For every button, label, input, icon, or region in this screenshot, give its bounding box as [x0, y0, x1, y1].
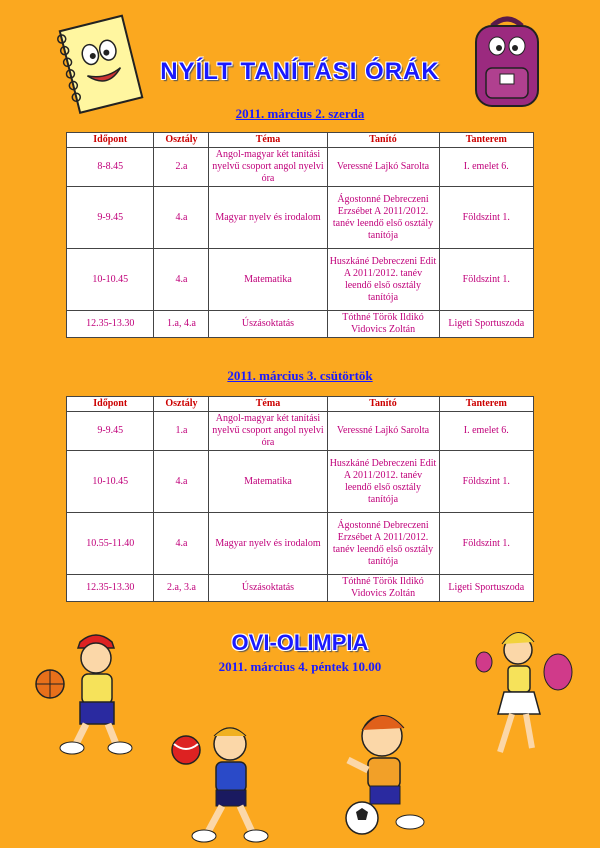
column-header: Téma [209, 133, 327, 148]
table-cell: Huszkáné Debreczeni Edit A 2011/2012. tanév leendő első osztály tanítója [327, 249, 439, 311]
table-cell: Magyar nyelv és irodalom [209, 513, 327, 575]
schedule-table-day2 [66, 396, 534, 602]
date-heading-day1: 2011. március 2. szerda [235, 106, 365, 121]
table-row [67, 249, 534, 311]
table-row [67, 451, 534, 513]
table-header-row [67, 133, 534, 148]
table-cell: 2.a, 3.a [154, 575, 209, 602]
table-cell: 10-10.45 [67, 451, 154, 513]
table-cell: Magyar nyelv és irodalom [209, 187, 327, 249]
table-cell: 12.35-13.30 [67, 311, 154, 338]
table-cell: 4.a [154, 513, 209, 575]
column-header: Téma [209, 397, 327, 412]
column-header: Tanító [327, 133, 439, 148]
schedule-table-day1 [66, 132, 534, 338]
table-cell: 8-8.45 [67, 148, 154, 187]
table-cell: 9-9.45 [67, 412, 154, 451]
table-cell: Úszásoktatás [209, 311, 327, 338]
table-cell: Ágostonné Debreczeni Erzsébet A 2011/2012. tanév leendő első osztály tanítója [327, 187, 439, 249]
table-cell: 4.a [154, 451, 209, 513]
basketball-kid-icon [30, 622, 140, 762]
column-header: Tanterem [439, 397, 533, 412]
table-cell: Matematika [209, 451, 327, 513]
table-header-row [67, 397, 534, 412]
table-cell: 4.a [154, 187, 209, 249]
date-heading-day2: 2011. március 3. csütörtök [227, 368, 373, 383]
table-cell: 10.55-11.40 [67, 513, 154, 575]
column-header: Időpont [67, 397, 154, 412]
table-cell: Földszint 1. [439, 187, 533, 249]
table-row [67, 311, 534, 338]
table-cell: I. emelet 6. [439, 148, 533, 187]
column-header: Osztály [154, 133, 209, 148]
table-cell: 10-10.45 [67, 249, 154, 311]
table-cell: Földszint 1. [439, 513, 533, 575]
page-title: NYÍLT TANÍTÁSI ÓRÁK [160, 58, 440, 85]
table-cell: Tóthné Török Ildikó Vidovics Zoltán [327, 311, 439, 338]
table-cell: 12.35-13.30 [67, 575, 154, 602]
table-cell: Angol-magyar két tanítási nyelvű csoport angol nyelvi óra [209, 412, 327, 451]
table-row [67, 148, 534, 187]
column-header: Osztály [154, 397, 209, 412]
table-cell: Földszint 1. [439, 451, 533, 513]
soccer-boy-icon [330, 700, 440, 846]
table-cell: I. emelet 6. [439, 412, 533, 451]
olympics-date: 2011. március 4. péntek 10.00 [218, 659, 382, 674]
table-row [67, 412, 534, 451]
table-cell: Veressné Lajkó Sarolta [327, 412, 439, 451]
column-header: Tanterem [439, 133, 533, 148]
table-cell: Földszint 1. [439, 249, 533, 311]
table-cell: Tóthné Török Ildikó Vidovics Zoltán [327, 575, 439, 602]
table-row [67, 513, 534, 575]
column-header: Tanító [327, 397, 439, 412]
table-cell: Ágostonné Debreczeni Erzsébet A 2011/2012. tanév leendő első osztály tanítója [327, 513, 439, 575]
olympics-title: OVI-OLIMPIA [231, 630, 369, 655]
table-cell: Matematika [209, 249, 327, 311]
cheerleader-girl-icon [470, 622, 580, 782]
table-cell: Veressné Lajkó Sarolta [327, 148, 439, 187]
table-cell: 1.a, 4.a [154, 311, 209, 338]
table-cell: Huszkáné Debreczeni Edit A 2011/2012. tanév leendő első osztály tanítója [327, 451, 439, 513]
table-row [67, 187, 534, 249]
handball-boy-icon [168, 716, 278, 846]
table-row [67, 575, 534, 602]
table-cell: 4.a [154, 249, 209, 311]
table-cell: Úszásoktatás [209, 575, 327, 602]
table-cell: Ligeti Sportuszoda [439, 311, 533, 338]
table-cell: 9-9.45 [67, 187, 154, 249]
table-cell: 2.a [154, 148, 209, 187]
table-cell: Ligeti Sportuszoda [439, 575, 533, 602]
table-cell: 1.a [154, 412, 209, 451]
table-cell: Angol-magyar két tanítási nyelvű csoport angol nyelvi óra [209, 148, 327, 187]
column-header: Időpont [67, 133, 154, 148]
